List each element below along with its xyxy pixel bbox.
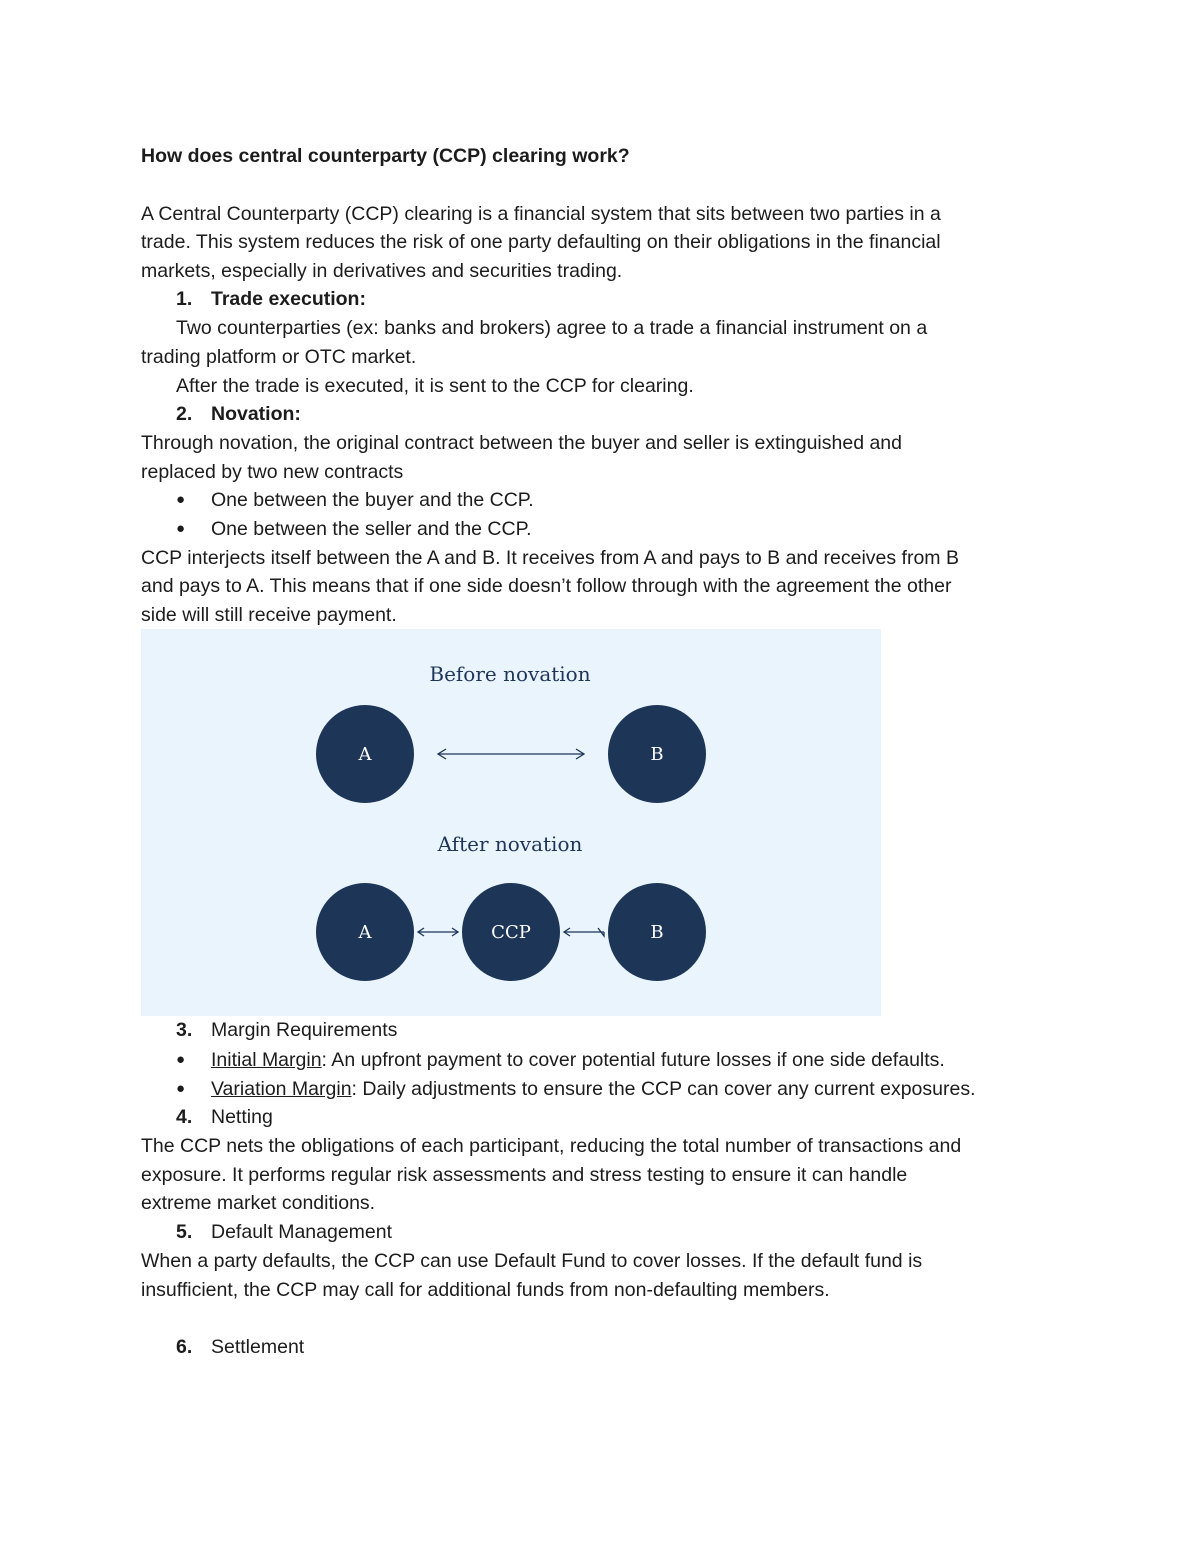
node-b-label: B <box>650 744 664 765</box>
node-b-label: B <box>650 922 664 943</box>
paragraph-line: exposure. It performs regular risk assessments and stress testing to ensure it can handle <box>141 1164 908 1186</box>
paragraph-line: After the trade is executed, it is sent to the CCP for clearing. <box>176 375 694 397</box>
section-heading-settlement <box>176 1333 304 1362</box>
bullet-item <box>176 515 532 545</box>
double-arrow-icon <box>564 928 604 936</box>
section-number: 2. <box>176 403 193 425</box>
term-initial-margin: Initial Margin <box>211 1049 322 1071</box>
node-ccp-label: CCP <box>491 922 531 943</box>
section-heading-netting <box>176 1103 273 1132</box>
section-title: Novation: <box>211 403 301 425</box>
before-novation-label: Before novation <box>429 662 591 686</box>
section-title: Margin Requirements <box>211 1019 398 1041</box>
bullet-icon: ● <box>176 1051 186 1068</box>
paragraph-line: trading platform or OTC market. <box>141 346 417 368</box>
section-heading-margin-requirements <box>176 1016 397 1045</box>
node-a-label: A <box>358 922 372 943</box>
paragraph-line: Through novation, the original contract between the buyer and seller is extinguished and <box>141 432 902 454</box>
section-number: 1. <box>176 288 193 310</box>
paragraph-line: The CCP nets the obligations of each participant, reducing the total number of transactions and <box>141 1135 962 1157</box>
section-number: 4. <box>176 1106 193 1128</box>
bullet-item <box>176 1046 945 1076</box>
bullet-icon: ● <box>176 520 186 537</box>
novation-diagram <box>141 629 881 1016</box>
paragraph-line: When a party defaults, the CCP can use Default Fund to cover losses. If the default fund is <box>141 1250 923 1272</box>
bullet-icon: ● <box>176 1080 186 1097</box>
bullet-text: : An upfront payment to cover potential future losses if one side defaults. <box>321 1049 945 1071</box>
intro-line-3: markets, especially in derivatives and securities trading. <box>141 260 623 282</box>
paragraph-line: CCP interjects itself between the A and B. It receives from A and pays to B and receives from B <box>141 547 959 569</box>
section-title: Default Management <box>211 1221 393 1243</box>
section-heading-default-management <box>176 1218 392 1247</box>
section-number: 3. <box>176 1019 193 1041</box>
novation-diagram-svg <box>141 629 881 1016</box>
section-number: 5. <box>176 1221 193 1243</box>
bullet-icon: ● <box>176 491 186 508</box>
after-novation-label: After novation <box>437 832 583 856</box>
bullet-text: : Daily adjustments to ensure the CCP can cover any current exposures. <box>351 1078 976 1100</box>
term-variation-margin: Variation Margin <box>211 1078 352 1100</box>
section-heading-novation <box>176 400 301 429</box>
paragraph-line: side will still receive payment. <box>141 604 397 626</box>
section-title: Settlement <box>211 1336 305 1358</box>
section-number: 6. <box>176 1336 193 1358</box>
paragraph-line: replaced by two new contracts <box>141 461 404 483</box>
section-title: Netting <box>211 1106 273 1128</box>
node-a-label: A <box>358 744 372 765</box>
bullet-item <box>176 486 534 516</box>
bullet-text: One between the buyer and the CCP. <box>211 489 534 511</box>
paragraph-line: insufficient, the CCP may call for additional funds from non-defaulting members. <box>141 1279 830 1301</box>
page-title: How does central counterparty (CCP) clearing work? <box>141 145 630 167</box>
section-heading-trade-execution <box>176 285 366 314</box>
double-arrow-icon <box>438 749 584 759</box>
double-arrow-icon <box>418 928 458 936</box>
bullet-text: One between the seller and the CCP. <box>211 518 532 540</box>
paragraph-line: and pays to A. This means that if one side doesn’t follow through with the agreement the other <box>141 575 952 597</box>
bullet-item <box>176 1075 976 1105</box>
paragraph-line: extreme market conditions. <box>141 1192 376 1214</box>
intro-line-2: trade. This system reduces the risk of one party defaulting on their obligations in the financial <box>141 231 941 253</box>
section-title: Trade execution: <box>211 288 366 310</box>
paragraph-line: Two counterparties (ex: banks and brokers) agree to a trade a financial instrument on a <box>176 317 928 339</box>
intro-line-1: A Central Counterparty (CCP) clearing is a financial system that sits between two parties in a <box>141 203 941 225</box>
